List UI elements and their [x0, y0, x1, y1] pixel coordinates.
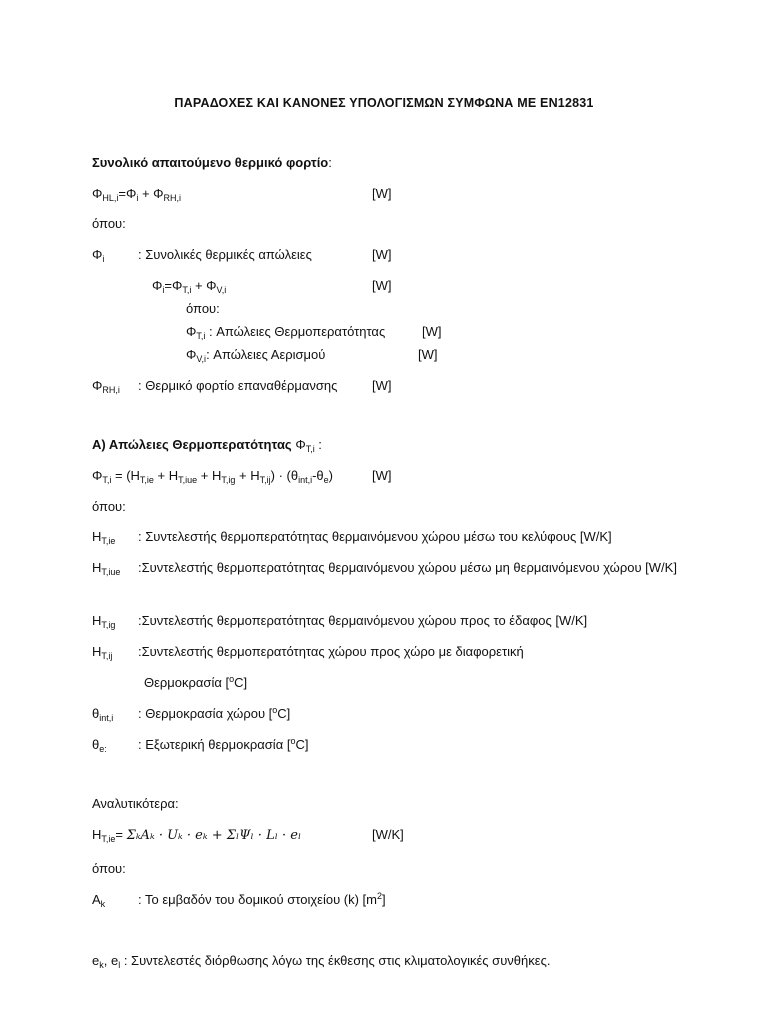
- h-iue-description: :Συντελεστής θερμοπερατότητας θερμαινόμενου χώρου μέσω μη θερμαινόμενου χώρου [W/K]: [138, 560, 677, 575]
- unit-w: [W]: [418, 347, 438, 362]
- section-a-heading: Α) Απώλειες Θερμοπερατότητας $\Phi_{T,i}$ :: [92, 437, 322, 454]
- phi-i-description: : Συνολικές θερμικές απώλειες: [138, 247, 312, 262]
- h-ij-symbol: $H_{T,ij}$: [92, 644, 113, 661]
- h-ig-symbol: $H_{T,ig}$: [92, 613, 116, 630]
- detail-formula-math: ΣₖAₖ · Uₖ · eₖ + ΣₗΨₗ · Lₗ · eₗ: [126, 828, 302, 843]
- h-iue-symbol: $H_{T,iue}$: [92, 560, 121, 577]
- total-load-heading: Συνολικό απαιτούμενο θερμικό φορτίο:: [92, 155, 332, 170]
- theta-int-symbol: $\theta_{int,i}$: [92, 706, 114, 723]
- where-label: όπου:: [92, 216, 126, 231]
- unit-w: [W]: [372, 186, 392, 201]
- phi-t-line: $\Phi_{T,i}$ : Απώλειες Θερμοπερατότητας: [186, 324, 386, 341]
- unit-w: [W]: [372, 278, 392, 293]
- e-k-line: $e_k$, $e_l$ : Συντελεστές διόρθωσης λόγω της έκθεσης στις κλιματολογικές συνθήκες.: [92, 953, 551, 970]
- total-load-formula: $\Phi_{HL,i}=\Phi_i + \Phi_{RH,i}$: [92, 186, 182, 203]
- a-k-symbol: $A_k$: [92, 892, 106, 909]
- h-ie-description: : Συντελεστής θερμοπερατότητας θερμαινόμενου χώρου μέσω του κελύφους [W/K]: [138, 529, 612, 544]
- unit-w: [W]: [372, 247, 392, 262]
- where-label: όπου:: [186, 301, 220, 316]
- phi-v-line: $\Phi_{V,i}$: Απώλειες Αερισμού: [186, 347, 326, 364]
- section-a-formula: $\Phi_{T,i} = (H_{T,ie} + H_{T,iue} + H_{T,ig} + H_{T,ij}) \cdot (\theta_{int,i}-\theta_e)$: [92, 468, 334, 485]
- a-k-description: : Το εμβαδόν του δομικού στοιχείου (k) $[m^2]$: [138, 891, 386, 907]
- detail-formula: $H_{T,ie}= \Sigma_kA_k \cdot U_k \cdot e_k + \Sigma_l\Psi_l \cdot L_l \cdot e_l$: [92, 827, 302, 844]
- phi-i-formula: $\Phi_i=\Phi_{T,i} + \Phi_{V,i}$: [152, 278, 227, 295]
- document-title: ΠΑΡΑΔΟΧΕΣ ΚΑΙ ΚΑΝΟΝΕΣ ΥΠΟΛΟΓΙΣΜΩΝ ΣΥΜΦΩΝΑ ΜΕ ΕΝ12831: [174, 96, 594, 110]
- where-label: όπου:: [92, 861, 126, 876]
- where-label: όπου:: [92, 499, 126, 514]
- phi-rh-description: : Θερμικό φορτίο επαναθέρμανσης: [138, 378, 338, 393]
- h-ie-symbol: $H_{T,ie}$: [92, 529, 116, 546]
- h-ij-description: :Συντελεστής θερμοπερατότητας χώρου προς χώρο με διαφορετική: [138, 644, 524, 659]
- unit-w: [W]: [372, 378, 392, 393]
- h-ig-description: :Συντελεστής θερμοπερατότητας θερμαινόμενου χώρου προς το έδαφος [W/K]: [138, 613, 588, 628]
- phi-i-symbol: $\Phi_i$: [92, 247, 105, 264]
- phi-rh-symbol: $\Phi_{RH,i}$: [92, 378, 120, 395]
- theta-e-symbol: $\theta_{e:}$: [92, 737, 107, 754]
- unit-wk: [W/K]: [372, 827, 404, 842]
- unit-w: [W]: [372, 468, 392, 483]
- h-ij-description-cont: Θερμοκρασία [$^o$C]: [144, 674, 248, 690]
- unit-w: [W]: [422, 324, 442, 339]
- theta-int-description: : Θερμοκρασία χώρου [$^o$C]: [138, 705, 291, 721]
- detail-heading: Αναλυτικότερα:: [92, 796, 179, 811]
- theta-e-description: : Εξωτερική θερμοκρασία [$^o$C]: [138, 736, 309, 752]
